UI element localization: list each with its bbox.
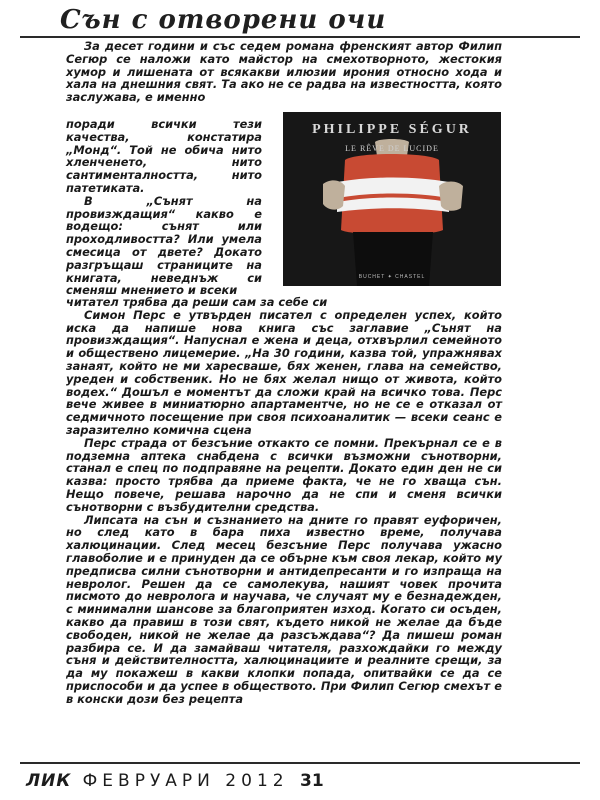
book-cover-image xyxy=(283,112,501,286)
magazine-logo: ЛИК xyxy=(26,771,72,791)
page-number: 31 xyxy=(299,771,324,791)
cover-publisher: BUCHET ✦ CHASTEL xyxy=(358,274,426,280)
figure-left-arm xyxy=(323,180,345,209)
article-paragraph: Симон Перс е утвърден писател с определен успех, който иска да напише нова книга със заглавие „Сънят на провизждащия“. Напуснал е жена и деца, отхвърлил семейното и обществено лицемерие. „На 30 години, казва той, упражнявах занаят, който не ми харесваше, бях женен, глава на семейство, уреден и собственик. Но не бях желал нищо от живота, който водех.“ Дошъл е моментът да сложи край на всичко това. Перс вече живее в миниатюрно апартаментче, но не се е отказал от седмичното посещение при своя психоаналитик — всеки сеанс е заразително комична сцена xyxy=(66,307,502,437)
article-paragraph: За десет години и със седем романа френският автор Филип Сегюр се наложи като майстор на смехотворното, жестокия хумор и лишената от всякакви илюзии ирония относно хода и хала на днешния свят. Та ако не се радва на известността, която заслужава, е именно xyxy=(66,39,502,105)
cover-book-title: LE RÊVE DE LUCIDE xyxy=(345,144,439,153)
article-paragraph: В „Сънят на провизждащия“ какво е водещо: сънят или проходливостта? Или умела смесица от двете? Докато разгръщаш страниците на книгата, неведнъж си сменяш мнението и всеки xyxy=(66,193,262,298)
article-headline: Сън с отворени очи xyxy=(60,5,387,35)
article-paragraph: Перс страда от безсъние откакто се помни. Прекърнал се е в подземна аптека снабдена с всички възможни сънотворни, станал е спец по подправяне на рецепти. Докато един ден не си казва: просто трябва да приеме факта, че не го хваща сън. Нещо повече, решава нарочно да не спи и сменя всички сънотворни с възбудителни средства. xyxy=(66,435,502,514)
figure-right-arm xyxy=(439,182,463,211)
cover-author-name: PHILIPPE SÉGUR xyxy=(312,122,472,137)
article-left-column xyxy=(66,118,262,297)
article-paragraph: Липсата на сън и съзнанието на дните го правят еуфоричен, но след като в бара пиха известно време, получава халюцинации. След месец безсъние Перс получава ужасно главоболие и е принуден да се обърне към своя лекар, който му предписва силни сънотворни и антидепресанти и го изпраща на невролог. Решен да се самолекува, нашият човек прочита писмото до невролога и научава, че случаят му е безнадежден, с минимални шансове за благоприятен изход. Когато си осъден, какво да правиш в този свят, където никой не желае да бъде свободен, никой не желае да разсъждава“? Да пишеш роман разбира се. И да замайваш читателя, разхождайки го между съня и действителността, халюцинациите и реалните срещи, за да му покажеш в какви клопки попада, опитвайки се да се приспособи и да успее в обществото. При Филип Сегюр смехът е в конски дози без рецепта xyxy=(66,512,502,706)
article-intro xyxy=(66,40,502,104)
article-paragraph: поради всички тези качества, констатира „Монд“. Той не обича нито хленченето, нито сантименталността, нито патетиката. xyxy=(66,117,262,195)
article-paragraph: читател трябва да реши сам за себе си xyxy=(66,295,328,309)
header-divider xyxy=(20,36,580,38)
book-cover-illustration xyxy=(283,112,501,286)
issue-date: ФЕВРУАРИ 2012 xyxy=(82,771,289,791)
footer-divider xyxy=(20,762,580,764)
page-footer xyxy=(26,768,482,794)
article-main-body xyxy=(66,296,502,706)
